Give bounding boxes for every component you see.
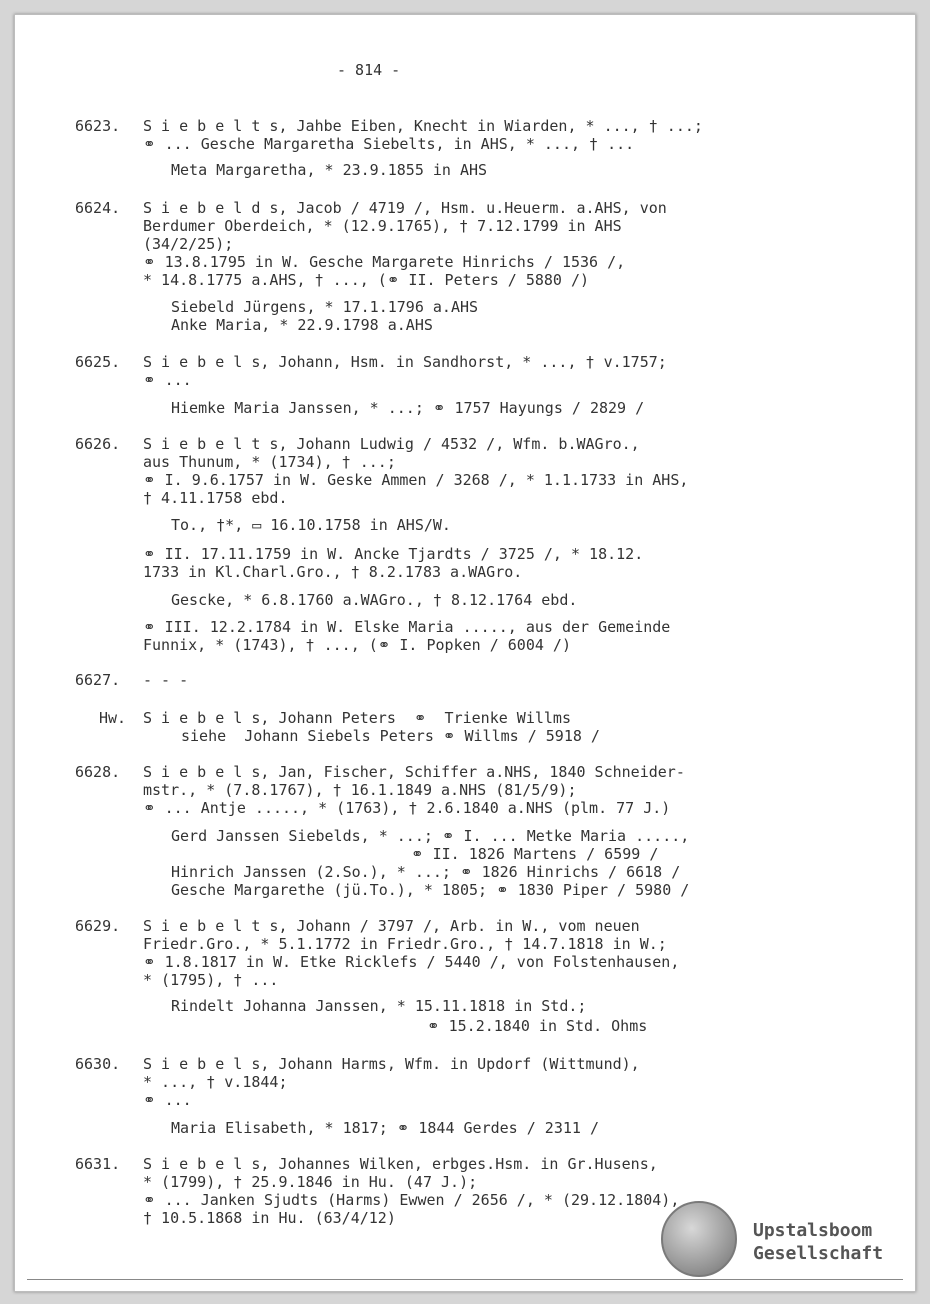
entry-line: S i e b e l s, Johann Peters ⚭ Trienke Willms (143, 709, 571, 727)
entry-number: 6624. (75, 199, 121, 217)
entry-number: 6623. (75, 117, 121, 135)
entry-line: * ..., † v.1844; (143, 1073, 288, 1091)
entry-number: 6626. (75, 435, 121, 453)
entry-line: ⚭ 13.8.1795 in W. Gesche Margarete Hinrichs / 1536 /, (143, 253, 626, 271)
entry-number: 6628. (75, 763, 121, 781)
entry-line: ⚭ ... (143, 1091, 192, 1109)
entry-line: Meta Margaretha, * 23.9.1855 in AHS (171, 161, 488, 179)
document-page (14, 14, 916, 1292)
entry-line: Gerd Janssen Siebelds, * ...; ⚭ I. ... Metke Maria ....., (171, 827, 690, 845)
entry-line: Hiemke Maria Janssen, * ...; ⚭ 1757 Hayungs / 2829 / (171, 399, 645, 417)
entry-line: S i e b e l s, Johannes Wilken, erbges.Hsm. in Gr.Husens, (143, 1155, 658, 1173)
entry-line: siehe Johann Siebels Peters ⚭ Willms / 5918 / (181, 727, 600, 745)
entry-line: aus Thunum, * (1734), † ...; (143, 453, 396, 471)
brand-watermark (753, 1219, 883, 1265)
page-number: - 814 - (337, 61, 401, 79)
entry-line: ⚭ ... Antje ....., * (1763), † 2.6.1840 a.NHS (plm. 77 J.) (143, 799, 671, 817)
entry-line: Gescke, * 6.8.1760 a.WAGro., † 8.12.1764 ebd. (171, 591, 578, 609)
entry-line: Gesche Margarethe (jü.To.), * 1805; ⚭ 1830 Piper / 5980 / (171, 881, 690, 899)
entry-line: ⚭ ... Janken Sjudts (Harms) Ewwen / 2656 /, * (29.12.1804), (143, 1191, 680, 1209)
entry-line: 1733 in Kl.Charl.Gro., † 8.2.1783 a.WAGro. (143, 563, 523, 581)
entry-line: S i e b e l s, Johann Harms, Wfm. in Updorf (Wittmund), (143, 1055, 640, 1073)
entry-line: ⚭ 1.8.1817 in W. Etke Ricklefs / 5440 /, von Folstenhausen, (143, 953, 680, 971)
entry-line: † 4.11.1758 ebd. (143, 489, 288, 507)
entry-line: To., †*, ▭ 16.10.1758 in AHS/W. (171, 516, 451, 534)
entry-line: Funnix, * (1743), † ..., (⚭ I. Popken / 6004 /) (143, 636, 571, 654)
brand-line-1: Upstalsboom (753, 1220, 873, 1241)
entry-line: ⚭ 15.2.1840 in Std. Ohms (427, 1017, 648, 1035)
entry-line: Anke Maria, * 22.9.1798 a.AHS (171, 316, 433, 334)
entry-line: S i e b e l d s, Jacob / 4719 /, Hsm. u.Heuerm. a.AHS, von (143, 199, 667, 217)
entry-line: ⚭ I. 9.6.1757 in W. Geske Ammen / 3268 /, * 1.1.1733 in AHS, (143, 471, 689, 489)
entry-line: ⚭ III. 12.2.1784 in W. Elske Maria ....., aus der Gemeinde (143, 618, 671, 636)
bottom-rule (27, 1279, 903, 1280)
entry-line: S i e b e l s, Johann, Hsm. in Sandhorst, * ..., † v.1757; (143, 353, 667, 371)
entry-number: 6627. (75, 671, 121, 689)
entry-line: ⚭ II. 17.11.1759 in W. Ancke Tjardts / 3725 /, * 18.12. (143, 545, 644, 563)
entry-number: 6630. (75, 1055, 121, 1073)
entry-line: Maria Elisabeth, * 1817; ⚭ 1844 Gerdes / 2311 / (171, 1119, 599, 1137)
entry-number: 6625. (75, 353, 121, 371)
entry-line: Berdumer Oberdeich, * (12.9.1765), † 7.12.1799 in AHS (143, 217, 622, 235)
entry-number: 6629. (75, 917, 121, 935)
entry-line: * (1795), † ... (143, 971, 279, 989)
entry-line: * 14.8.1775 a.AHS, † ..., (⚭ II. Peters / 5880 /) (143, 271, 590, 289)
entry-line: ⚭ ... (143, 371, 192, 389)
entry-line: - - - (143, 671, 189, 689)
entry-line: Hinrich Janssen (2.So.), * ...; ⚭ 1826 Hinrichs / 6618 / (171, 863, 681, 881)
entry-line: Friedr.Gro., * 5.1.1772 in Friedr.Gro., † 14.7.1818 in W.; (143, 935, 667, 953)
entry-line: S i e b e l t s, Johann Ludwig / 4532 /, Wfm. b.WAGro., (143, 435, 640, 453)
entry-line: Rindelt Johanna Janssen, * 15.11.1818 in Std.; (171, 997, 587, 1015)
entry-line: ⚭ II. 1826 Martens / 6599 / (411, 845, 659, 863)
entry-line: S i e b e l t s, Johann / 3797 /, Arb. in W., vom neuen (143, 917, 640, 935)
entry-line: S i e b e l t s, Jahbe Eiben, Knecht in Wiarden, * ..., † ...; (143, 117, 703, 135)
entry-line: ⚭ ... Gesche Margaretha Siebelts, in AHS, * ..., † ... (143, 135, 635, 153)
entry-line: (34/2/25); (143, 235, 234, 253)
entry-line: † 10.5.1868 in Hu. (63/4/12) (143, 1209, 396, 1227)
entry-number: Hw. (99, 709, 127, 727)
entry-line: mstr., * (7.8.1767), † 16.1.1849 a.NHS (81/5/9); (143, 781, 577, 799)
entry-line: S i e b e l s, Jan, Fischer, Schiffer a.NHS, 1840 Schneider- (143, 763, 685, 781)
entry-line: Siebeld Jürgens, * 17.1.1796 a.AHS (171, 298, 479, 316)
seal-logo-icon (661, 1201, 737, 1277)
entry-number: 6631. (75, 1155, 121, 1173)
entry-line: * (1799), † 25.9.1846 in Hu. (47 J.); (143, 1173, 478, 1191)
brand-line-2: Gesellschaft (753, 1243, 884, 1264)
